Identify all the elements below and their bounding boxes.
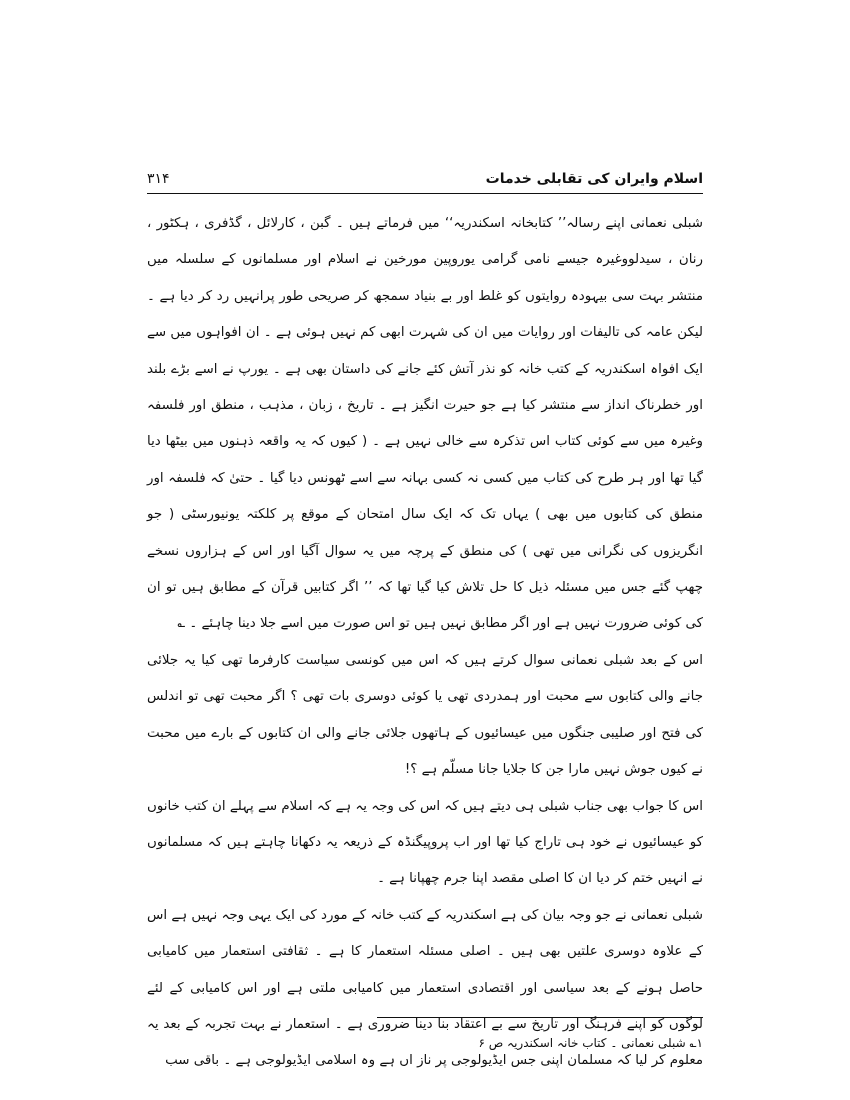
- book-title: اسلام وایران کی تقابلی خدمات: [485, 171, 703, 187]
- paragraph: اس کا جواب بھی جناب شبلی ہی دیتے ہیں کہ اس کی وجہ یہ ہے کہ اسلام سے پہلے ان کتب خانوں کو عیسائیوں نے خود ہی تاراج کیا تھا اور اب پروپیگنڈہ کے ذریعہ یہ دکھانا چاہتے ہیں کہ مسلمانوں نے انہیں ختم کر دیا ان کا اصلی مقصد اپنا جرم چھپانا ہے ۔: [147, 798, 703, 887]
- header-divider: [147, 193, 703, 194]
- footnote-divider: [377, 1017, 703, 1018]
- paragraph: شبلی نعمانی نے جو وجہ بیان کی ہے اسکندریہ کے کتب خانہ کے مورد کی ایک یہی وجہ نہیں ہے اس کے علاوہ دوسری علتیں بھی ہیں ۔ اصلی مسئلہ استعمار کا ہے ۔ ثقافتی استعمار میں کامیابی حاصل ہونے کے بعد سیاسی اور اقتصادی استعمار میں کامیابی ملتی ہے اور اس کامیابی کے لئے لوگوں کو اپنے فرہنگ اور تاریخ سے بے اعتقاد بنا دینا ضروری ہے ۔ استعمار نے بہت تجربہ کے بعد یہ معلوم کر لیا کہ مسلمان اپنی جس ایڈیولوجی پر ناز اں ہے وہ اسلامی ایڈیولوجی ہے ۔ باقی سب: [147, 907, 703, 1069]
- running-header: [147, 168, 703, 192]
- footnote: ۱؎ شبلی نعمانی ۔ کتاب خانہ اسکندریہ ص ۶: [478, 1036, 703, 1050]
- paragraph: اس کے بعد شبلی نعمانی سوال کرتے ہیں کہ اس میں کونسی سیاست کارفرما تھی کیا یہ جلائی جانے والی کتابوں سے محبت اور ہمدردی تھی یا کوئی دوسری بات تھی ؟ اگر محبت تھی تو اندلس کی فتح اور صلیبی جنگوں میں عیسائیوں کے ہاتھوں جلائی جانے والی ان کتابوں کے بارے میں محبت نے کیوں جوش نہیں مارا جن کا جلایا جانا مسلّم ہے ؟!: [147, 652, 703, 778]
- page-number: ۳۱۴: [147, 171, 170, 187]
- paragraph: شبلی نعمانی اپنے رسالہ’’ کتابخانہ اسکندریہ‘‘ میں فرماتے ہیں ۔ گبن ، کارلائل ، گڈفری ، ہکٹور ، رنان ، سیدلووغیرہ جیسے نامی گرامی یوروپین مورخین نے اسلام اور مسلمانوں کے سلسلہ میں منتشر بہت سی بیہودہ روایتوں کو غلط اور بے بنیاد سمجھ کر صریحی طور پرانہیں رد کر دیا ہے ۔ لیکن عامہ کی تالیفات اور روایات میں ان کی شہرت ابھی کم نہیں ہوئی ہے ۔ ان افواہوں میں سے ایک افواہ اسکندریہ کے کتب خانہ کو نذر آتش کئے جانے کی داستان بھی ہے ۔ یورپ نے اسے بڑے بلند اور خطرناک انداز سے منتشر کیا ہے جو حیرت انگیز ہے ۔ تاریخ ، زبان ، مذہب ، منطق اور فلسفہ وغیرہ میں سے کوئی کتاب اس تذکرہ سے خالی نہیں ہے ۔ ( کیوں کہ یہ واقعہ ذہنوں میں بیٹھا دیا گیا تھا اور ہر طرح کی کتاب میں کسی نہ کسی بہانہ سے اسے ٹھونس دیا گیا ۔ حتیٰ کہ فلسفہ اور منطق کی کتابوں میں بھی ) یہاں تک کہ ایک سال امتحان کے موقع پر کلکتہ یونیورسٹی ( جو انگریزوں کی نگرانی میں تھی ) کی منطق کے پرچہ میں یہ سوال آگیا اور اس کے ہزاروں نسخے چھپ گئے جس میں مسئلہ ذیل کا حل تلاش کیا گیا تھا کہ ’’ اگر کتابیں قرآن کے مطابق ہیں تو ان کی کوئی ضرورت نہیں ہے اور اگر مطابق نہیں ہیں تو اس صورت میں اسے جلا دینا چاہئے ۔ ؎: [147, 216, 704, 632]
- main-text: [147, 206, 703, 1080]
